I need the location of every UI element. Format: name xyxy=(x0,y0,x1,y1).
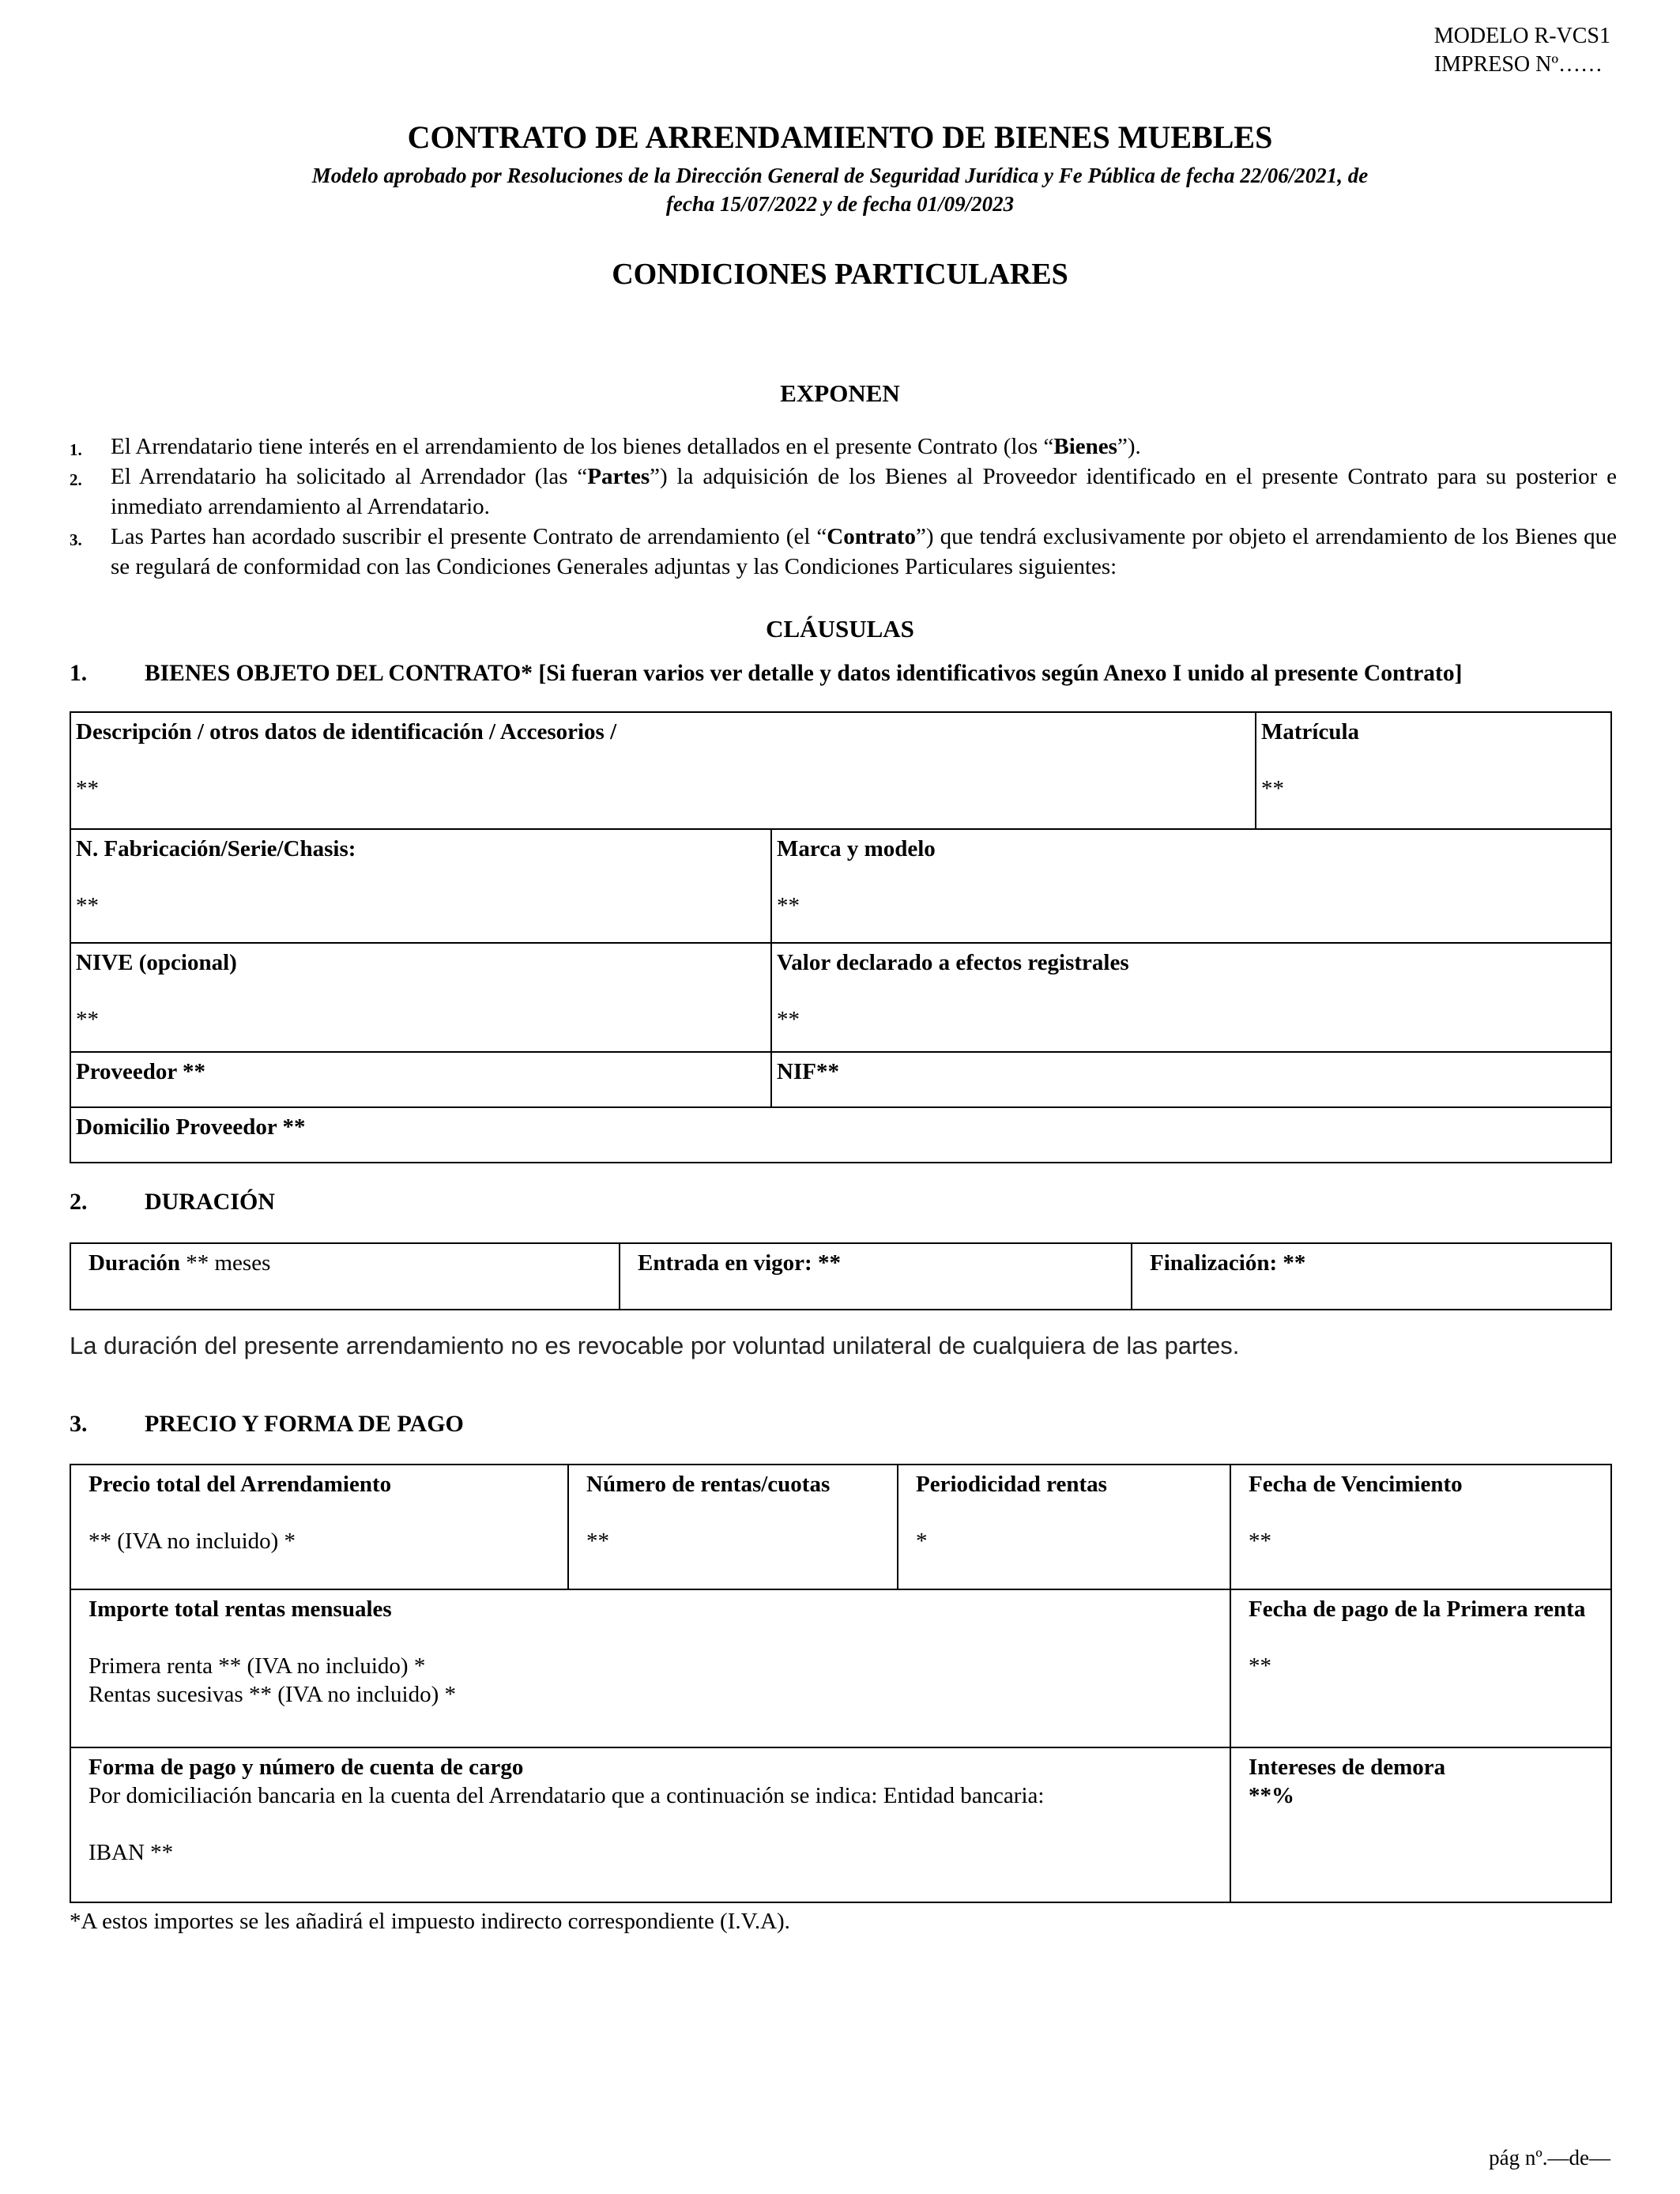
item-text: Las Partes han acordado suscribir el presente Contrato de arrendamiento (el “ xyxy=(111,524,827,549)
field-label: Periodicidad rentas xyxy=(916,1472,1107,1497)
periodicidad-cell[interactable] xyxy=(898,1465,1230,1589)
field-label: Domicilio Proveedor ** xyxy=(76,1114,306,1140)
precio-cell[interactable] xyxy=(70,1465,568,1589)
field-label: Fecha de Vencimiento xyxy=(1249,1472,1463,1497)
section-number: 2. xyxy=(70,1189,88,1215)
field-value: ** xyxy=(1249,1529,1271,1554)
item-bold-term: Partes xyxy=(587,464,650,489)
field-value: Rentas sucesivas ** (IVA no incluido) * xyxy=(89,1682,457,1707)
goods-table xyxy=(70,711,1612,1163)
section-number: 3. xyxy=(70,1411,88,1437)
field-label: Número de rentas/cuotas xyxy=(586,1472,831,1497)
proveedor-cell[interactable] xyxy=(70,1052,771,1107)
field-value: ** (IVA no incluido) * xyxy=(89,1529,296,1554)
exponen-item xyxy=(70,522,1617,582)
field-label: Duración xyxy=(89,1250,180,1276)
form-model-header xyxy=(1434,22,1610,79)
field-label: Forma de pago y número de cuenta de cargo xyxy=(89,1755,524,1780)
numero-rentas-cell[interactable] xyxy=(568,1465,898,1589)
item-text: ”) que tendrá exclusivamente por objeto el arrendamiento de los Bienes que se regulará de conformidad con las Condiciones Generales adjuntas y las Condiciones Particulares siguientes: xyxy=(111,524,1617,579)
section-2-heading xyxy=(70,1189,275,1216)
field-label: N. Fabricación/Serie/Chasis: xyxy=(76,836,356,861)
fecha-pago-cell[interactable] xyxy=(1230,1589,1611,1747)
exponen-item xyxy=(70,462,1617,522)
field-label: Intereses de demora xyxy=(1249,1755,1446,1780)
field-label: Proveedor ** xyxy=(76,1059,206,1084)
field-label: Importe total rentas mensuales xyxy=(89,1596,392,1622)
section-3-heading xyxy=(70,1411,464,1438)
entrada-cell[interactable] xyxy=(620,1243,1132,1310)
page-number: pág nº.—de— xyxy=(1489,2146,1610,2169)
clausulas-title: CLÁUSULAS xyxy=(766,615,914,643)
section-title: PRECIO Y FORMA DE PAGO xyxy=(145,1411,464,1437)
field-value: **% xyxy=(1249,1783,1294,1808)
section-title: DURACIÓN xyxy=(145,1189,275,1215)
nif-cell[interactable] xyxy=(771,1052,1611,1107)
field-label: Descripción / otros datos de identificación / Accesorios / xyxy=(76,719,617,745)
subtitle-line-1: Modelo aprobado por Resoluciones de la Dirección General de Seguridad Jurídica y Fe Pública de fecha 22/06/2021, de xyxy=(311,164,1369,187)
field-value: ** xyxy=(76,1007,99,1032)
field-label: Valor declarado a efectos registrales xyxy=(777,950,1129,975)
descripcion-cell[interactable] xyxy=(70,712,1256,829)
model-code: MODELO R-VCS1 xyxy=(1433,24,1610,48)
field-value: ** xyxy=(76,893,99,918)
field-value: ** xyxy=(777,1007,800,1032)
field-label: Entrada en vigor: ** xyxy=(638,1250,841,1276)
item-text: El Arrendatario ha solicitado al Arrendador (las “ xyxy=(111,464,588,489)
section-number: 1. xyxy=(70,661,88,686)
nive-cell[interactable] xyxy=(70,943,771,1052)
item-bold-term: Contrato xyxy=(827,524,917,549)
field-label: NIF** xyxy=(777,1059,839,1084)
field-value: * xyxy=(916,1529,928,1554)
section-title: BIENES OBJETO DEL CONTRATO* [Si fueran varios ver detalle y datos identificativos según Anexo I unido al presente Contrato] xyxy=(145,661,1463,686)
item-text: ”). xyxy=(1117,434,1141,459)
vencimiento-cell[interactable] xyxy=(1230,1465,1611,1589)
list-number: 2. xyxy=(70,470,82,489)
iban-field: IBAN ** xyxy=(89,1840,174,1865)
field-value: ** xyxy=(1249,1653,1271,1679)
list-number: 3. xyxy=(70,530,82,549)
finalizacion-cell[interactable] xyxy=(1132,1243,1611,1310)
exponen-item xyxy=(70,432,1617,462)
section-1-heading xyxy=(70,661,1462,687)
field-label: Precio total del Arrendamiento xyxy=(89,1472,392,1497)
item-text: ”) la adquisición de los Bienes al Proveedor identificado en el presente Contrato para su posterior e inmediato arrendamiento al Arrendatario. xyxy=(111,464,1617,519)
field-label: Fecha de pago de la Primera renta xyxy=(1249,1596,1586,1622)
item-bold-term: Bienes xyxy=(1053,434,1117,459)
exponen-title: EXPONEN xyxy=(780,379,900,407)
forma-pago-cell[interactable] xyxy=(70,1747,1230,1902)
fabricacion-cell[interactable] xyxy=(70,829,771,943)
field-value: ** xyxy=(586,1529,609,1554)
duration-note: La duración del presente arrendamiento no es revocable por voluntad unilateral de cualquiera de las partes. xyxy=(70,1332,1240,1359)
field-value: ** meses xyxy=(180,1250,271,1276)
document-title: CONTRATO DE ARRENDAMIENTO DE BIENES MUEBLES xyxy=(407,119,1273,155)
subtitle-line-2: fecha 15/07/2022 y de fecha 01/09/2023 xyxy=(665,192,1015,216)
print-number: IMPRESO Nº…… xyxy=(1433,52,1603,77)
importe-cell[interactable] xyxy=(70,1589,1230,1747)
domicilio-cell[interactable] xyxy=(70,1107,1611,1163)
field-label: NIVE (opcional) xyxy=(76,950,237,975)
duration-table xyxy=(70,1242,1612,1310)
field-value: ** xyxy=(777,893,800,918)
duracion-cell[interactable] xyxy=(70,1243,620,1310)
document-subtitle xyxy=(221,161,1459,218)
valor-cell[interactable] xyxy=(771,943,1611,1052)
field-value: ** xyxy=(1261,776,1284,801)
field-label: Marca y modelo xyxy=(777,836,936,861)
field-label: Finalización: ** xyxy=(1150,1250,1306,1276)
item-text: El Arrendatario tiene interés en el arrendamiento de los bienes detallados en el presente Contrato (los “ xyxy=(111,434,1054,459)
field-value: ** xyxy=(76,776,99,801)
field-value: Por domiciliación bancaria en la cuenta del Arrendatario que a continuación se indica: Entidad bancaria: xyxy=(89,1783,1045,1808)
conditions-title: CONDICIONES PARTICULARES xyxy=(612,258,1068,291)
intereses-cell[interactable] xyxy=(1230,1747,1611,1902)
field-label: Matrícula xyxy=(1261,719,1360,745)
marca-cell[interactable] xyxy=(771,829,1611,943)
vat-footnote: *A estos importes se les añadirá el impuesto indirecto correspondiente (I.V.A). xyxy=(70,1909,790,1934)
price-table xyxy=(70,1464,1612,1903)
matricula-cell[interactable] xyxy=(1256,712,1611,829)
field-value: Primera renta ** (IVA no incluido) * xyxy=(89,1653,426,1679)
list-number: 1. xyxy=(70,440,82,459)
